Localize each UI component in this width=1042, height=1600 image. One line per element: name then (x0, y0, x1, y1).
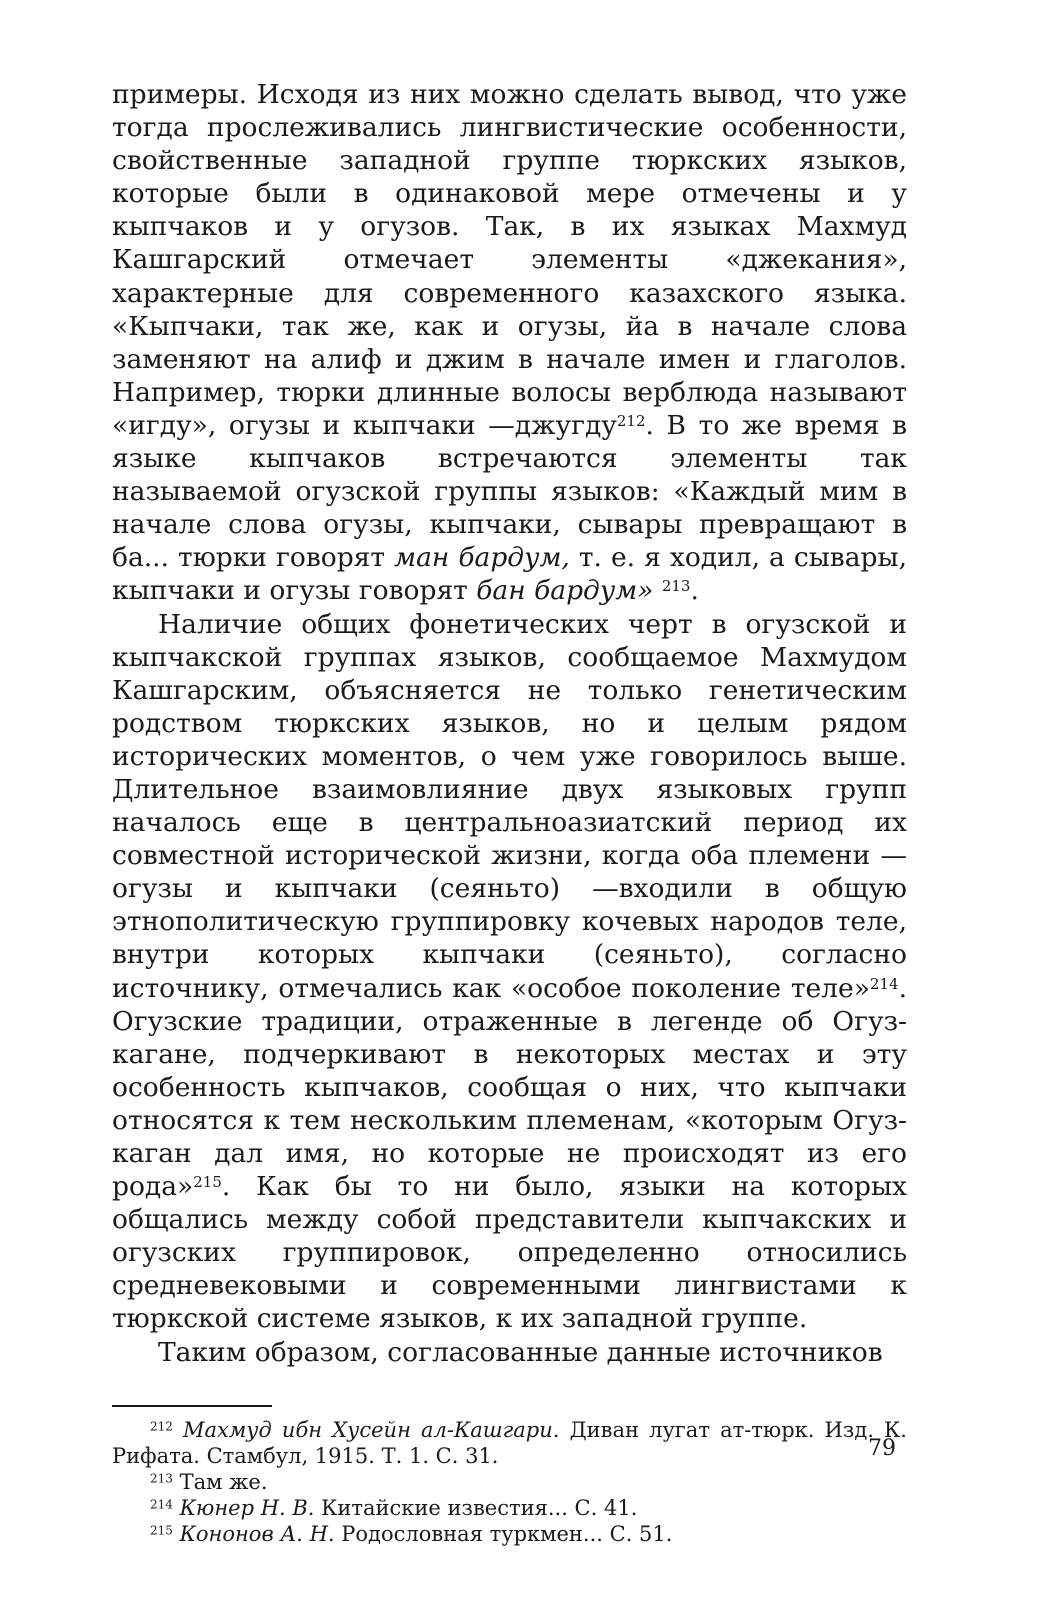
text-run: . Огузские традиции, отраженные в легенде об Огуз-кагане, подчеркивают в некоторых местах и эту особенность кыпчаков, сообщая о них, что кыпчаки относятся к тем нескольким племенам, «которым Огуз-каган дал имя, но которые не происходят из его рода» (112, 972, 907, 1203)
footnote-ref: 214 (150, 1497, 173, 1512)
text-run: Наличие общих фонетических черт в огузской и кыпчакской группах языков, сообщаемое Махмудом Кашгарским, объясняется не только генетическим родством тюркских языков, но и целым рядом исторических моментов, о чем уже говорилось выше. Длительное взаимовлияние двух языковых групп началось еще в центральноазиатский период их совместной исторической жизни, когда оба племени —огузы и кыпчаки (сеяньто) —входили в общую этнополитическую группировку кочевых народов теле, внутри которых кыпчаки (сеяньто), согласно источнику, отмечались как «особое поколение теле» (112, 608, 907, 1004)
italic-text: Кононов А. Н. (179, 1521, 335, 1546)
text-run: . В то же время в языке кыпчаков встречаются элементы так называемой огузской группы языков: «Каждый мим в начале слова огузы, кыпчаки, сывары превращают в ба... тюрки говорят (112, 409, 908, 574)
italic-text: ман бардум, (394, 542, 570, 574)
text-run: . (690, 575, 699, 607)
italic-text: бан бардум» (476, 575, 654, 607)
footnote (112, 1521, 907, 1547)
book-page (112, 78, 907, 1547)
footnote (112, 1417, 907, 1469)
text-run: Диван лугат ат-тюрк. Изд. К. Рифата. Стамбул, 1915. Т. 1. С. 31. (112, 1417, 907, 1468)
footnote-ref: 214 (869, 974, 899, 993)
footnote-ref: 212 (616, 411, 646, 430)
text-run (173, 1418, 183, 1442)
paragraph (112, 78, 907, 608)
text-run: . Как бы то ни было, языки на которых общались между собой представители кыпчакских и огузских группировок, определенно относились средневековыми и современными лингвистами к тюркской системе языков, к их западной группе. (112, 1171, 907, 1335)
paragraph (112, 608, 907, 1336)
italic-text: Махмуд ибн Хусейн ал-Кашгари. (183, 1417, 560, 1442)
main-text (112, 78, 907, 1369)
text-run: примеры. Исходя из них можно сделать вывод, что уже тогда прослеживались лингвистические особенности, свойственные западной группе тюркских языков, которые были в одинаковой мере отмечены и у кыпчаков и у огузов. Так, в их языках Махмуд Кашгарский отмечает элементы «джекания», характерные для современного казахского языка. «Кыпчаки, так же, как и огузы, йа в начале слова заменяют на алиф и джим в начале имен и глаголов. Например, тюрки длинные волосы верблюда называют «игду», огузы и кыпчаки —джугду (112, 79, 907, 441)
footnote-ref: 215 (193, 1172, 222, 1191)
text-run: Таким образом, согласованные данные источников (158, 1336, 883, 1368)
page-number: 79 (868, 1436, 896, 1461)
paragraph (112, 1336, 907, 1369)
footnote-ref: 215 (150, 1523, 173, 1538)
text-run: Родословная туркмен... С. 51. (334, 1521, 673, 1546)
text-run: Там же. (172, 1469, 268, 1494)
text-run (173, 1496, 180, 1520)
text-run (173, 1522, 180, 1546)
footnote (112, 1495, 907, 1521)
footnote-divider (112, 1405, 272, 1407)
footnote-ref: 213 (661, 577, 691, 596)
footnote-ref: 213 (150, 1471, 173, 1486)
text-run: т. е. я ходил, а сывары, кыпчаки и огузы говорят (112, 542, 908, 607)
italic-text: Кюнер Н. В. (179, 1495, 315, 1520)
text-run (653, 575, 661, 606)
text-run: Китайские известия... С. 41. (314, 1495, 638, 1520)
footnote-ref: 212 (150, 1419, 173, 1434)
footnotes (112, 1417, 907, 1547)
footnote (112, 1469, 907, 1495)
